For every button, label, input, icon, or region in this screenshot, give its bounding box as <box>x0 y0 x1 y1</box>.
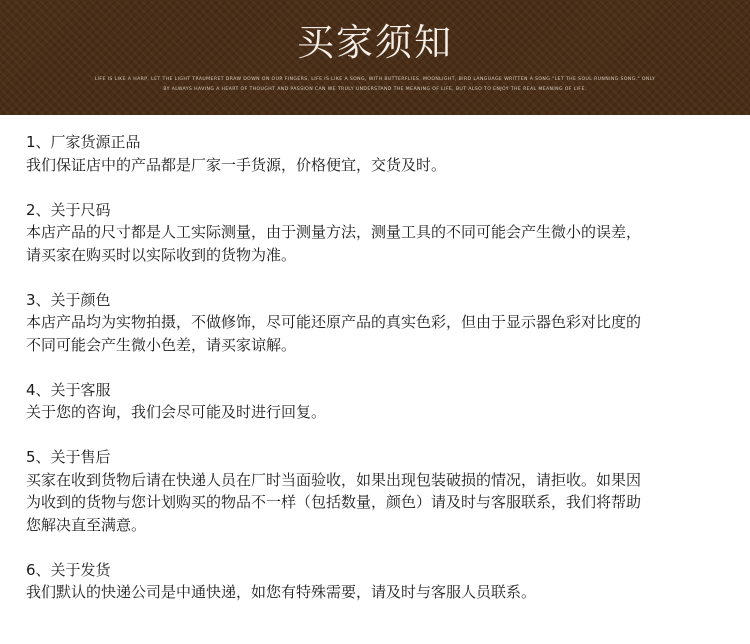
notice-heading: 5、关于售后 <box>26 448 111 466</box>
section-spacer <box>26 266 738 289</box>
notice-heading: 6、关于发货 <box>26 560 111 579</box>
section-spacer <box>26 176 738 199</box>
notice-section <box>26 199 738 267</box>
notice-text-line: 为收到的货物与您计划购买的物品不一样（包括数量，颜色）请及时与客服联系，我们将帮助 <box>26 493 642 511</box>
section-spacer <box>26 536 738 559</box>
notice-heading: 1、厂家货源正品 <box>26 133 141 151</box>
notice-list <box>26 131 738 604</box>
notice-text-line: 我们默认的快递公司是中通快递，如您有特殊需要，请及时与客服人员联系。 <box>26 583 537 601</box>
banner-tagline-line-2: BY ALWAYS HAVING A HEART OF THOUGHT AND PASSION CAN WE TRULY UNDERSTAND THE MEANING OF LIFE, BUT ALSO TO ENJOY THE REAL MEANING OF LIFE. <box>163 87 587 92</box>
notice-heading: 3、关于颜色 <box>26 290 111 309</box>
notice-text-line: 本店产品均为实物拍摄，不做修饰，尽可能还原产品的真实色彩，但由于显示器色彩对比度的 <box>26 313 642 331</box>
notice-text-line: 请买家在购买时以实际收到的货物为准。 <box>26 245 297 264</box>
notice-section <box>26 379 738 424</box>
notice-text-line: 不同可能会产生微小色差，请买家谅解。 <box>26 335 297 354</box>
section-spacer <box>26 424 738 447</box>
notice-text-line: 关于您的咨询，我们会尽可能及时进行回复。 <box>26 403 327 421</box>
notice-section <box>26 289 738 357</box>
header-banner <box>0 0 750 115</box>
notice-text-line: 本店产品的尺寸都是人工实际测量，由于测量方法，测量工具的不同可能会产生微小的误差， <box>26 223 642 241</box>
section-spacer <box>26 356 738 379</box>
notice-heading: 4、关于客服 <box>26 380 111 399</box>
banner-tagline-line-1: LIFE IS LIKE A HARP, LET THE LIGHT TRAUMERET DRAW DOWN ON OUR FINGERS, LIFE IS LIKE A SONG, WITH BUTTERFLIES, MOONLIGHT, BIRD LANGUAGE WRITTEN A SONG "LET THE SOUL RUNNING SONG." ONLY <box>94 77 656 82</box>
notice-text-line: 我们保证店中的产品都是厂家一手货源，价格便宜，交货及时。 <box>26 155 447 174</box>
notice-section <box>26 446 738 536</box>
notice-text-line: 您解决直至满意。 <box>26 515 147 534</box>
page-title: 买家须知 <box>297 21 453 64</box>
notice-section <box>26 131 738 176</box>
notice-text-line: 买家在收到货物后请在快递人员在厂时当面验收，如果出现包装破损的情况，请拒收。如果因 <box>26 470 642 489</box>
notice-section <box>26 559 738 604</box>
notice-heading: 2、关于尺码 <box>26 200 111 219</box>
